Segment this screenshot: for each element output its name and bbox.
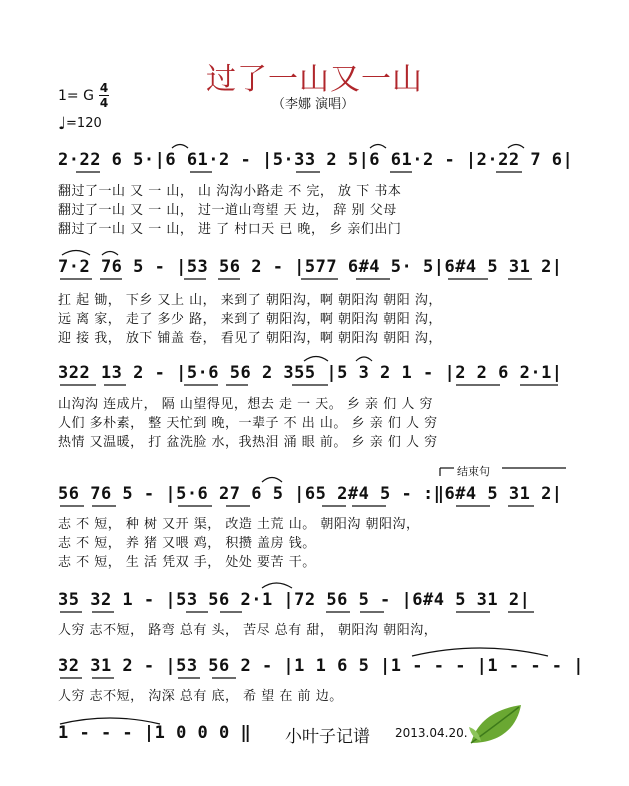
lyric-row-2-verse-2: 远 离 家， 走了 多少 路， 来到了 朝阳沟，啊 朝阳沟 朝阳 沟， bbox=[58, 312, 442, 327]
lyric-row-3-verse-2: 人们 多朴素， 整 天忙到 晚，一辈子 不 出 山。 乡 亲 们 人 穷 bbox=[58, 416, 438, 431]
slur-mark bbox=[172, 145, 188, 149]
lyric-row-1-verse-3: 翻过了一山 又 一 山， 进 了 村口天 已 晚， 乡 亲们出门 bbox=[58, 222, 402, 237]
tie-mark bbox=[60, 718, 160, 724]
slur-mark bbox=[102, 252, 118, 256]
notation-row-3: 322 13 2 - |5·6 56 2 355 |5 3 2 1 - |2 2 6 2·1| bbox=[58, 363, 563, 383]
time-signature-top: 4 bbox=[99, 81, 109, 95]
notation-row-5: 35 32 1 - |53 56 2·1 |72 56 5 - |6#4 5 31 2| bbox=[58, 590, 531, 610]
song-title: 过了一山又一山 bbox=[206, 62, 423, 97]
slur-mark bbox=[262, 583, 292, 588]
slur-mark bbox=[304, 357, 328, 362]
slur-mark bbox=[370, 145, 386, 149]
lyric-row-2-verse-1: 扛 起 锄， 下乡 又上 山， 来到了 朝阳沟，啊 朝阳沟 朝阳 沟， bbox=[58, 293, 442, 308]
lyric-row-5-verse-1: 人穷 志不短， 路弯 总有 头， 苦尽 总有 甜， 朝阳沟 朝阳沟， bbox=[58, 623, 438, 638]
time-signature-bottom: 4 bbox=[99, 96, 109, 110]
notation-row-4: 56 76 5 - |5·6 27 6 5 |65 2#4 5 - :‖6#4 5 31 2| bbox=[58, 484, 563, 504]
notation-row-7: 1 - - - |1 0 0 0 ‖ bbox=[58, 723, 252, 743]
slur-mark bbox=[62, 251, 90, 256]
leaf-icon bbox=[467, 703, 525, 749]
lyric-row-2-verse-3: 迎 接 我， 放下 铺盖 卷， 看见了 朝阳沟，啊 朝阳沟 朝阳 沟， bbox=[58, 331, 442, 346]
key-signature: 1= G bbox=[58, 88, 94, 104]
lyric-row-4-verse-2: 志 不 短， 养 猪 又喂 鸡， 积攒 盖房 钱。 bbox=[58, 536, 316, 551]
tie-mark bbox=[412, 648, 548, 656]
slur-mark bbox=[356, 357, 372, 361]
lyric-row-3-verse-1: 山沟沟 连成片， 隔 山望得见，想去 走 一 天。 乡 亲 们 人 穷 bbox=[58, 397, 433, 412]
singer-credit: （李娜 演唱） bbox=[272, 97, 355, 112]
quarter-note-icon: ♩ bbox=[58, 114, 67, 134]
lyric-row-3-verse-3: 热情 又温暖， 打 盆洗脸 水，我热泪 涌 眼 前。 乡 亲 们 人 穷 bbox=[58, 435, 438, 450]
ending-label: 结束句 bbox=[457, 465, 490, 478]
lyric-row-6-verse-1: 人穷 志不短， 沟深 总有 底， 希 望 在 前 边。 bbox=[58, 689, 343, 704]
lyric-row-4-verse-3: 志 不 短， 生 活 凭双 手， 处处 要苦 干。 bbox=[58, 555, 316, 570]
notation-row-2: 7·2 76 5 - |53 56 2 - |577 6#4 5· 5|6#4 5 31 2| bbox=[58, 257, 563, 277]
slur-mark bbox=[262, 478, 282, 483]
lyric-row-4-verse-1: 志 不 短， 种 树 又开 渠， 改造 土荒 山。 朝阳沟 朝阳沟， bbox=[58, 517, 420, 532]
transcription-date: 2013.04.20. bbox=[395, 726, 468, 740]
transcriber-signature: 小叶子记谱 bbox=[285, 727, 370, 747]
tempo-value: =120 bbox=[66, 116, 102, 131]
notation-row-1: 2·22 6 5·|6 61·2 - |5·33 2 5|6 61·2 - |2·22 7 6| bbox=[58, 150, 574, 170]
notation-row-6: 32 31 2 - |53 56 2 - |1 1 6 5 |1 - - - |1 - - - | bbox=[58, 656, 585, 676]
lyric-row-1-verse-2: 翻过了一山 又 一 山， 过一道山弯望 天 边， 辞 别 父母 bbox=[58, 203, 397, 218]
lyric-row-1-verse-1: 翻过了一山 又 一 山， 山 沟沟小路走 不 完， 放 下 书本 bbox=[58, 184, 402, 199]
slur-mark bbox=[508, 145, 524, 149]
